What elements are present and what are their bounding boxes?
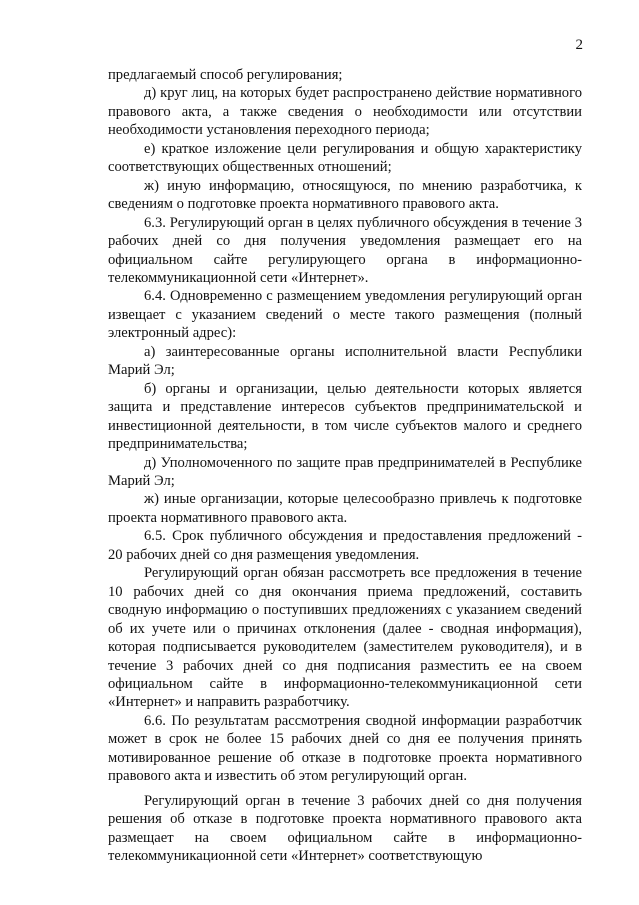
- paragraph-6-4-zh: ж) иные организации, которые целесообразно привлечь к подготовке проекта нормативного правового акта.: [108, 491, 582, 526]
- paragraph-6-4-a: а) заинтересованные органы исполнительной власти Республики Марий Эл;: [108, 343, 582, 379]
- paragraph-item-d: д) круг лиц, на которых будет распространено действие нормативного правового акта, а также сведения о необходимости или отсутствии необходимости установления переходного периода;: [108, 85, 582, 139]
- paragraph-6-4: 6.4. Одновременно с размещением уведомления регулирующий орган извещает с указанием сведений о месте такого размещения (полный электронный адрес):: [108, 288, 582, 342]
- paragraph-6-6-refusal: Регулирующий орган в течение 3 рабочих дней со дня получения решения об отказе в подготовке проекта нормативного правового акта размещает на своем официальном сайте в информационно-телекоммуникационной сети «Интернет» соответствующую: [108, 792, 582, 865]
- paragraph-item-e: е) краткое изложение цели регулирования и общую характеристику соответствующих общественных отношений;: [108, 140, 582, 176]
- paragraph-6-5: 6.5. Срок публичного обсуждения и предоставления предложений - 20 рабочих дней со дня размещения уведомления.: [108, 528, 582, 563]
- paragraph-continuation: предлагаемый способ регулирования;: [108, 67, 343, 83]
- paragraph-6-4-d: д) Уполномоченного по защите прав предпринимателей в Республике Марий Эл;: [108, 454, 582, 489]
- paragraph-6-4-b: б) органы и организации, целью деятельности которых является защита и представление интересов субъектов предпринимательской и инвестиционной деятельности, в том числе субъектов малого и среднего предпринимательства;: [108, 380, 582, 453]
- paragraph-item-zh: ж) иную информацию, относящуюся, по мнению разработчика, к сведениям о подготовке проекта нормативного правового акта.: [108, 177, 582, 213]
- document-body: [108, 66, 582, 865]
- paragraph-6-5-review: Регулирующий орган обязан рассмотреть все предложения в течение 10 рабочих дней со дня окончания приема предложений, составить сводную информацию о поступивших предложениях с указанием сведений об их учете или о причинах отклонения (далее - сводная информация), которая подписывается руководителем (заместителем руководителя), и в течение 3 рабочих дней со дня подписания разместить ее на своем официальном сайте в информационно-телекоммуникационной сети «Интернет» и направить разработчику.: [108, 565, 582, 711]
- page-number: 2: [575, 37, 583, 53]
- paragraph-6-6: 6.6. По результатам рассмотрения сводной информации разработчик может в срок не более 15 рабочих дней со дня ее получения принять мотивированное решение об отказе в подготовке проекта нормативного правового акта и известить об этом регулирующий орган.: [108, 712, 582, 785]
- paragraph-6-3: 6.3. Регулирующий орган в целях публичного обсуждения в течение 3 рабочих дней со дня получения уведомления размещает его на официальном сайте регулирующего органа в информационно-телекоммуникационной сети «Интернет».: [108, 214, 582, 286]
